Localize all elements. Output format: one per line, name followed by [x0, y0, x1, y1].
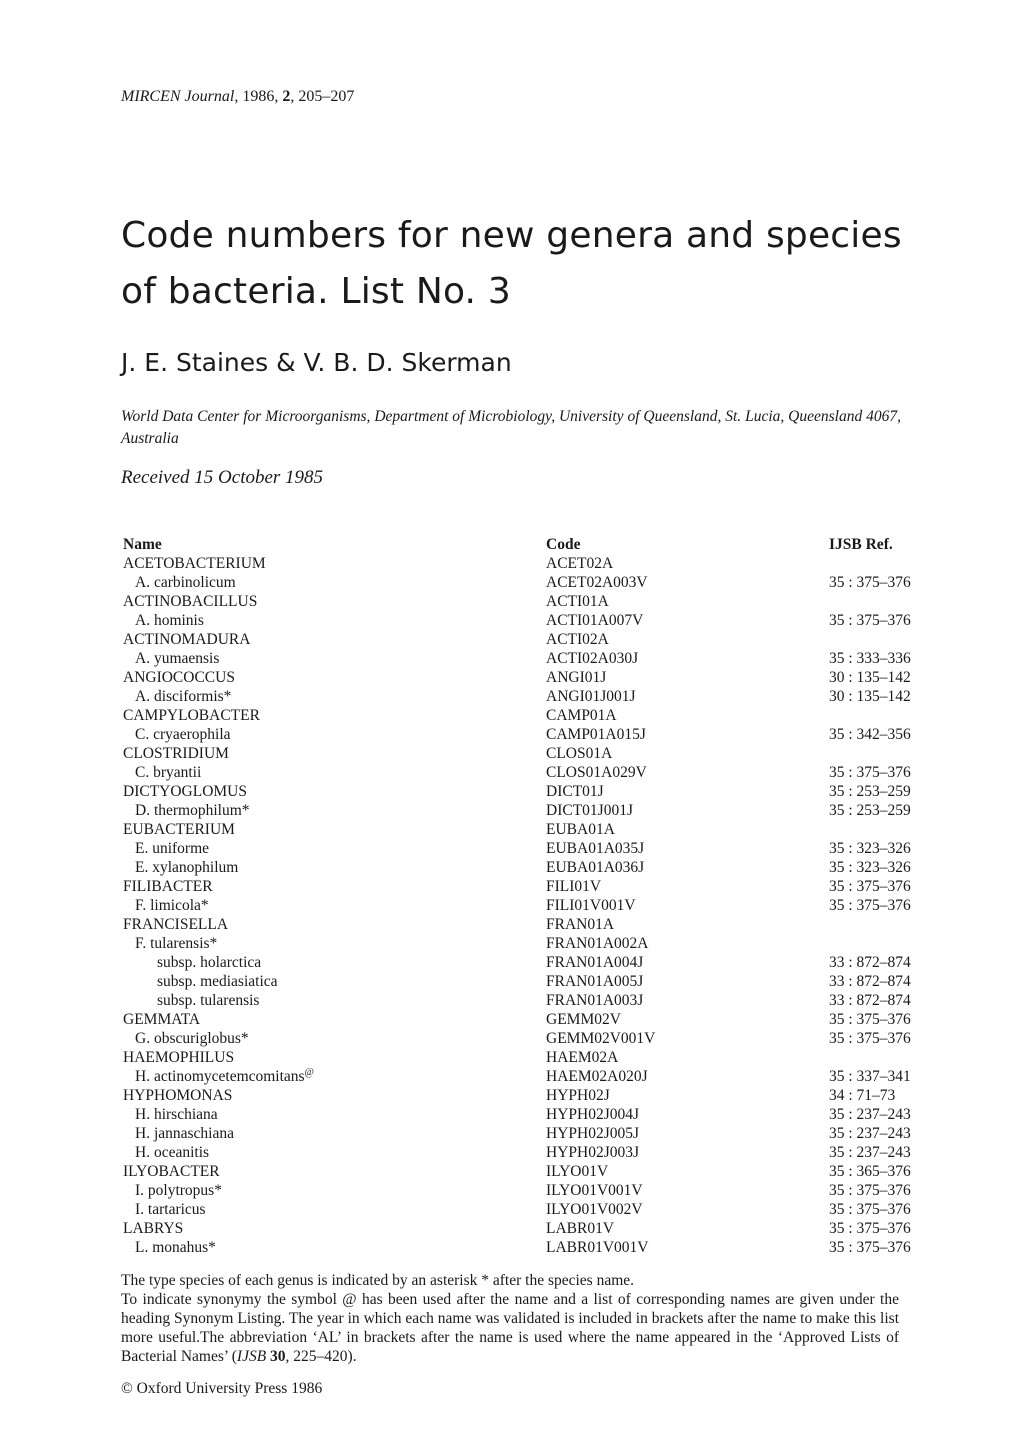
cell-name	[123, 801, 546, 820]
table-row	[123, 877, 939, 896]
table-row	[123, 1029, 939, 1048]
cell-name	[123, 1219, 546, 1238]
table-row	[123, 915, 939, 934]
cell-ref	[829, 915, 939, 934]
cell-name-text: CLOSTRIDIUM	[123, 745, 229, 762]
cell-name	[123, 554, 546, 573]
cell-ref: 35 : 375–376	[829, 1201, 911, 1218]
cell-name	[123, 1010, 546, 1029]
cell-ref: 33 : 872–874	[829, 954, 911, 971]
cell-code: EUBA01A035J	[546, 840, 645, 857]
table-header-row	[123, 535, 939, 554]
cell-name	[123, 1067, 546, 1086]
cell-name-text: LABRYS	[123, 1220, 184, 1237]
cell-name	[123, 592, 546, 611]
journal-volume: 2	[282, 88, 291, 105]
code-table	[123, 535, 939, 1257]
cell-code: CLOS01A	[546, 745, 613, 762]
note-type-species: The type species of each genus is indicated by an asterisk * after the species name.	[121, 1272, 635, 1289]
cell-name-text: subsp. mediasiatica	[157, 973, 278, 990]
cell-name	[123, 1048, 546, 1067]
cell-name-text: FILIBACTER	[123, 878, 213, 895]
table-row	[123, 1143, 939, 1162]
table-row	[123, 1219, 939, 1238]
cell-code: LABR01V	[546, 1220, 615, 1237]
cell-code: FILI01V001V	[546, 897, 636, 914]
cell-code: ACET02A	[546, 555, 614, 572]
cell-name-text: E. xylanophilum	[135, 859, 239, 876]
cell-name	[123, 1124, 546, 1143]
cell-ref	[829, 554, 939, 573]
cell-name	[123, 1143, 546, 1162]
cell-name-text: A. yumaensis	[135, 650, 220, 667]
cell-code: CLOS01A029V	[546, 764, 647, 781]
cell-name-text: G. obscuriglobus*	[135, 1030, 249, 1047]
cell-name	[123, 1162, 546, 1181]
cell-ref: 35 : 323–326	[829, 859, 911, 876]
synonym-marker: @	[304, 1066, 314, 1078]
table-row	[123, 668, 939, 687]
cell-name	[123, 839, 546, 858]
title-line-2: of bacteria. List No. 3	[121, 271, 511, 312]
cell-name	[123, 725, 546, 744]
cell-name-text: D. thermophilum*	[135, 802, 250, 819]
table-row	[123, 554, 939, 573]
cell-name	[123, 820, 546, 839]
cell-code: FRAN01A005J	[546, 973, 644, 990]
cell-ref: 35 : 375–376	[829, 1011, 911, 1028]
table-row	[123, 1124, 939, 1143]
received-date: Received 15 October 1985	[121, 467, 324, 488]
cell-code: ILYO01V002V	[546, 1201, 643, 1218]
table-row	[123, 1010, 939, 1029]
title-line-1: Code numbers for new genera and species	[121, 215, 902, 256]
cell-ref: 35 : 342–356	[829, 726, 911, 743]
cell-ref: 35 : 237–243	[829, 1144, 911, 1161]
cell-name-text: I. tartaricus	[135, 1201, 206, 1218]
cell-ref	[829, 1048, 939, 1067]
cell-code: HYPH02J	[546, 1087, 610, 1104]
cell-code: HAEM02A020J	[546, 1068, 648, 1085]
cell-name	[123, 991, 546, 1010]
table-row	[123, 1181, 939, 1200]
cell-name	[123, 763, 546, 782]
header-ref: IJSB Ref.	[829, 536, 893, 553]
cell-ref: 35 : 337–341	[829, 1068, 911, 1085]
journal-pages: , 205–207	[290, 88, 355, 105]
cell-name-text: ACTINOMADURA	[123, 631, 251, 648]
cell-ref: 35 : 375–376	[829, 764, 911, 781]
cell-name-text: GEMMATA	[123, 1011, 201, 1028]
cell-name-text: ACETOBACTERIUM	[123, 555, 266, 572]
cell-ref	[829, 744, 939, 763]
cell-name-text: F. limicola*	[135, 897, 209, 914]
cell-ref: 35 : 375–376	[829, 1239, 911, 1256]
note-synonymy	[121, 1290, 899, 1366]
cell-ref: 35 : 253–259	[829, 802, 911, 819]
cell-code: ILYO01V001V	[546, 1182, 643, 1199]
cell-code: HYPH02J004J	[546, 1106, 640, 1123]
cell-name	[123, 611, 546, 630]
table-row	[123, 573, 939, 592]
cell-name-text: C. bryantii	[135, 764, 202, 781]
cell-code: DICT01J001J	[546, 802, 633, 819]
cell-name-text: ANGIOCOCCUS	[123, 669, 235, 686]
cell-name-text: I. polytropus*	[135, 1182, 222, 1199]
table-row	[123, 972, 939, 991]
cell-ref	[829, 592, 939, 611]
cell-code: EUBA01A036J	[546, 859, 645, 876]
table-row	[123, 934, 939, 953]
cell-code: ACET02A003V	[546, 574, 648, 591]
cell-code: ACTI02A	[546, 631, 609, 648]
cell-name-text: F. tularensis*	[135, 935, 218, 952]
cell-name-text: L. monahus*	[135, 1239, 216, 1256]
cell-ref: 35 : 375–376	[829, 1182, 911, 1199]
cell-name	[123, 896, 546, 915]
cell-code: DICT01J	[546, 783, 604, 800]
cell-name-text: CAMPYLOBACTER	[123, 707, 260, 724]
table-row	[123, 953, 939, 972]
cell-ref: 35 : 375–376	[829, 1030, 911, 1047]
table-row	[123, 706, 939, 725]
table-row	[123, 630, 939, 649]
cell-code: ANGI01J	[546, 669, 607, 686]
cell-name	[123, 573, 546, 592]
cell-ref: 33 : 872–874	[829, 973, 911, 990]
cell-ref: 35 : 323–326	[829, 840, 911, 857]
article-title	[121, 208, 921, 320]
table-row	[123, 858, 939, 877]
cell-name	[123, 858, 546, 877]
cell-ref	[829, 820, 939, 839]
cell-name	[123, 1238, 546, 1257]
cell-name-text: C. cryaerophila	[135, 726, 231, 743]
table-row	[123, 1086, 939, 1105]
cell-name-text: H. actinomycetemcomitans	[135, 1068, 305, 1085]
cell-code: HYPH02J003J	[546, 1144, 640, 1161]
table-row	[123, 820, 939, 839]
note-volume: 30	[270, 1348, 286, 1365]
authors: J. E. Staines & V. B. D. Skerman	[121, 348, 512, 377]
cell-name	[123, 744, 546, 763]
cell-code: HAEM02A	[546, 1049, 619, 1066]
table-row	[123, 839, 939, 858]
cell-ref: 35 : 253–259	[829, 783, 911, 800]
cell-name	[123, 782, 546, 801]
cell-name-text: ACTINOBACILLUS	[123, 593, 258, 610]
cell-name-text: HYPHOMONAS	[123, 1087, 233, 1104]
cell-code: LABR01V001V	[546, 1239, 649, 1256]
cell-name	[123, 1086, 546, 1105]
cell-name-text: H. hirschiana	[135, 1106, 218, 1123]
header-code: Code	[546, 536, 581, 553]
table-row	[123, 649, 939, 668]
cell-name-text: A. carbinolicum	[135, 574, 236, 591]
cell-code: ILYO01V	[546, 1163, 609, 1180]
cell-name	[123, 953, 546, 972]
cell-name	[123, 934, 546, 953]
cell-code: FRAN01A004J	[546, 954, 644, 971]
cell-ref: 35 : 375–376	[829, 1220, 911, 1237]
cell-name	[123, 687, 546, 706]
cell-ref: 35 : 237–243	[829, 1125, 911, 1142]
cell-name-text: HAEMOPHILUS	[123, 1049, 235, 1066]
cell-code: GEMM02V001V	[546, 1030, 656, 1047]
cell-name	[123, 877, 546, 896]
cell-name	[123, 972, 546, 991]
cell-ref: 35 : 375–376	[829, 612, 911, 629]
cell-name-text: subsp. tularensis	[157, 992, 260, 1009]
cell-code: ANGI01J001J	[546, 688, 636, 705]
cell-name	[123, 706, 546, 725]
cell-name	[123, 915, 546, 934]
cell-code: FILI01V	[546, 878, 602, 895]
cell-code: ACTI01A	[546, 593, 609, 610]
cell-name	[123, 1181, 546, 1200]
table-row	[123, 725, 939, 744]
affiliation: World Data Center for Microorganisms, Department of Microbiology, University of Queensland, St. Lucia, Queensland 4067, Australia	[121, 408, 901, 447]
cell-name	[123, 1200, 546, 1219]
cell-ref: 35 : 333–336	[829, 650, 911, 667]
cell-name-text: A. disciformis*	[135, 688, 232, 705]
journal-name: MIRCEN Journal	[121, 88, 235, 105]
cell-code: EUBA01A	[546, 821, 615, 838]
table-row	[123, 1067, 939, 1086]
cell-name-text: ILYOBACTER	[123, 1163, 220, 1180]
cell-ref: 35 : 375–376	[829, 878, 911, 895]
cell-name	[123, 1029, 546, 1048]
cell-name-text: E. uniforme	[135, 840, 210, 857]
cell-ref: 35 : 375–376	[829, 574, 911, 591]
table-row	[123, 991, 939, 1010]
table-row	[123, 1162, 939, 1181]
cell-code: CAMP01A	[546, 707, 617, 724]
cell-code: GEMM02V	[546, 1011, 621, 1028]
cell-ref: 35 : 365–376	[829, 1163, 911, 1180]
cell-ref: 30 : 135–142	[829, 669, 911, 686]
cell-ref	[829, 630, 939, 649]
table-row	[123, 1048, 939, 1067]
note-synonymy-text: To indicate synonymy the symbol @ has been used after the name and a list of corresponding names are given under the heading Synonym Listing. The year in which each name was validated is included in brackets after the name to make this list more useful.The abbreviation ‘AL’ in brackets after the name is used where the name appeared in the ‘Approved Lists of Bacterial Names’ (	[121, 1291, 899, 1365]
table-row	[123, 1200, 939, 1219]
cell-name-text: H. jannaschiana	[135, 1125, 234, 1142]
table-row	[123, 782, 939, 801]
cell-code: CAMP01A015J	[546, 726, 646, 743]
cell-code: FRAN01A003J	[546, 992, 644, 1009]
table-row	[123, 687, 939, 706]
journal-citation	[121, 88, 354, 106]
table-row	[123, 592, 939, 611]
note-pages: , 225–420).	[285, 1348, 357, 1365]
copyright: © Oxford University Press 1986	[121, 1380, 323, 1397]
journal-year: , 1986,	[234, 88, 283, 105]
note-journal: IJSB	[236, 1348, 267, 1365]
table-row	[123, 896, 939, 915]
cell-ref	[829, 934, 939, 953]
cell-ref: 30 : 135–142	[829, 688, 911, 705]
cell-code: FRAN01A002A	[546, 935, 649, 952]
cell-ref: 35 : 237–243	[829, 1106, 911, 1123]
cell-name	[123, 1105, 546, 1124]
table-row	[123, 1238, 939, 1257]
cell-code: ACTI01A007V	[546, 612, 644, 629]
cell-name	[123, 630, 546, 649]
cell-name-text: subsp. holarctica	[157, 954, 262, 971]
table-row	[123, 763, 939, 782]
footnotes	[121, 1271, 899, 1366]
cell-ref: 35 : 375–376	[829, 897, 911, 914]
cell-code: HYPH02J005J	[546, 1125, 640, 1142]
table-row	[123, 611, 939, 630]
cell-name-text: EUBACTERIUM	[123, 821, 235, 838]
cell-ref: 33 : 872–874	[829, 992, 911, 1009]
table-body	[123, 554, 939, 1257]
cell-name	[123, 668, 546, 687]
cell-name-text: DICTYOGLOMUS	[123, 783, 247, 800]
table-row	[123, 1105, 939, 1124]
table-row	[123, 744, 939, 763]
cell-name	[123, 649, 546, 668]
table-row	[123, 801, 939, 820]
cell-code: FRAN01A	[546, 916, 615, 933]
cell-ref	[829, 706, 939, 725]
cell-ref: 34 : 71–73	[829, 1087, 896, 1104]
header-name: Name	[123, 536, 162, 553]
cell-name-text: A. hominis	[135, 612, 204, 629]
cell-code: ACTI02A030J	[546, 650, 639, 667]
cell-name-text: FRANCISELLA	[123, 916, 229, 933]
cell-name-text: H. oceanitis	[135, 1144, 210, 1161]
